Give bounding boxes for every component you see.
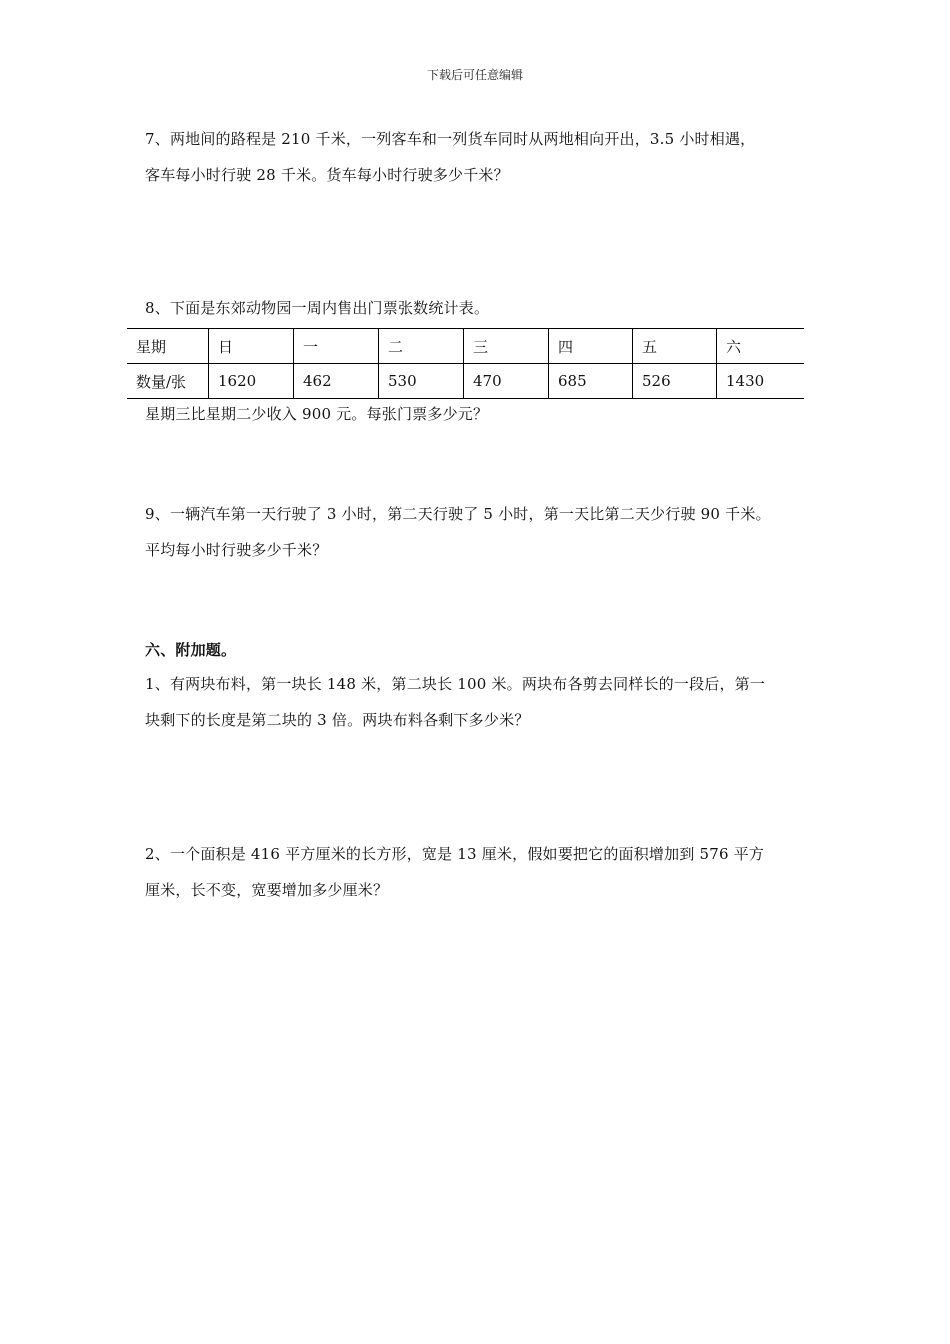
table-cell: 三 — [464, 329, 549, 364]
table-row — [127, 364, 804, 399]
table-cell: 星期 — [127, 329, 209, 364]
table-cell: 1620 — [209, 364, 294, 399]
table-cell: 462 — [294, 364, 379, 399]
table-cell: 470 — [464, 364, 549, 399]
q7-line2: 客车每小时行驶 28 千米。货车每小时行驶多少千米？ — [145, 166, 509, 184]
extra-q2-line2: 厘米，长不变，宽要增加多少厘米？ — [145, 881, 389, 899]
ticket-stats-table — [127, 328, 804, 399]
extra-q1-line2: 块剩下的长度是第二块的 3 倍。两块布料各剩下多少米？ — [145, 711, 530, 729]
table-header-row — [127, 329, 804, 364]
table-cell: 五 — [633, 329, 717, 364]
table-cell: 数量/张 — [136, 372, 187, 391]
q9-line1: 9、一辆汽车第一天行驶了 3 小时，第二天行驶了 5 小时，第一天比第二天少行驶 90 千米。 — [145, 505, 771, 523]
table-cell: 530 — [379, 364, 464, 399]
section-title: 六、附加题。 — [145, 641, 237, 659]
table-cell: 四 — [549, 329, 633, 364]
q8-question: 星期三比星期二少收入 900 元。每张门票多少元？ — [145, 405, 489, 423]
table-cell: 685 — [549, 364, 633, 399]
table-cell: 526 — [633, 364, 717, 399]
q7-line1: 7、两地间的路程是 210 千米，一列客车和一列货车同时从两地相向开出，3.5 小时相遇， — [145, 130, 756, 148]
q9-line2: 平均每小时行驶多少千米？ — [145, 541, 328, 559]
table-cell: 一 — [294, 329, 379, 364]
table-cell: 六 — [717, 329, 805, 364]
q8-intro: 8、下面是东郊动物园一周内售出门票张数统计表。 — [145, 299, 490, 317]
page-header: 下载后可任意编辑 — [426, 68, 523, 82]
extra-q1-line1: 1、有两块布料，第一块长 148 米，第二块长 100 米。两块布各剪去同样长的一段后，第一 — [145, 675, 766, 693]
table-cell: 二 — [379, 329, 464, 364]
table-cell: 1430 — [717, 364, 805, 399]
table-cell: 日 — [209, 329, 294, 364]
extra-q2-line1: 2、一个面积是 416 平方厘米的长方形，宽是 13 厘米，假如要把它的面积增加到 576 平方 — [145, 845, 765, 863]
